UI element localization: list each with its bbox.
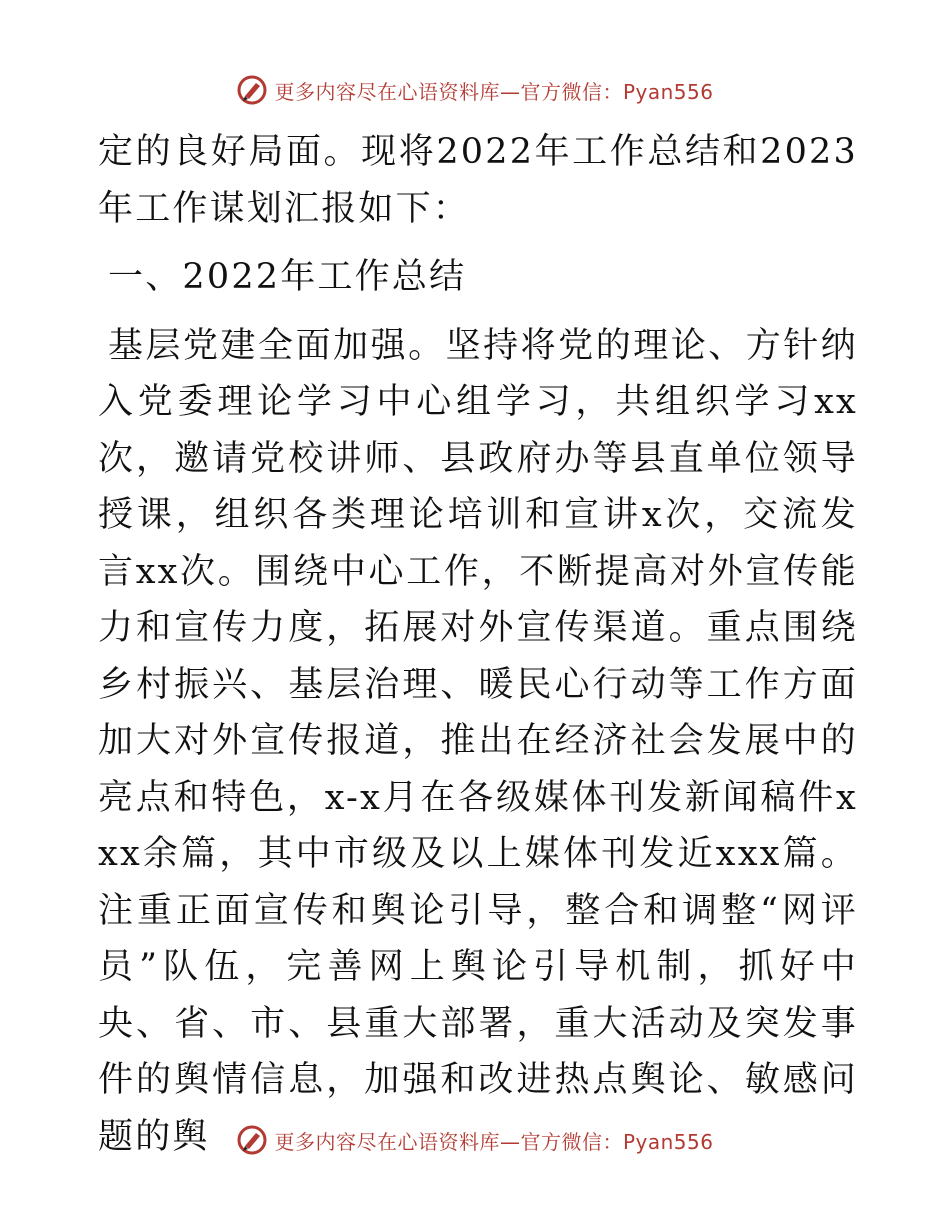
watermark-text: 更多内容尽在心语资料库—官方微信：Pyan556 [274,79,714,104]
intro-paragraph: 定的良好局面。现将2022年工作总结和2023年工作谋划汇报如下： [98,132,858,229]
document-body [98,124,858,1165]
pen-logo-icon [236,1124,268,1156]
body-paragraph: 基层党建全面加强。坚持将党的理论、方针纳入党委理论学习中心组学习，共组织学习xx次，邀请党校讲师、县政府办等县直单位领导授课，组织各类理论培训和宣讲x次，交流发言xx次。围绕中心工作，不断提高对外宣传能力和宣传力度，拓展对外宣传渠道。重点围绕乡村振兴、基层治理、暖民心行动等工作方面加大对外宣传报道，推出在经济社会发展中的亮点和特色，x-x月在各级媒体刊发新闻稿件xxx余篇，其中市级及以上媒体刊发近xxx篇。注重正面宣传和舆论引导，整合和调整“网评员”队伍，完善网上舆论引导机制，抓好中央、省、市、县重大部署，重大活动及突发事件的舆情信息，加强和改进热点舆论、敏感问题的舆 [98,325,858,1157]
watermark-text: 更多内容尽在心语资料库—官方微信：Pyan556 [274,1129,714,1154]
header-watermark [0,70,950,110]
footer-watermark [0,1120,950,1160]
pen-logo-icon [236,74,268,106]
section-heading: 一、2022年工作总结 [108,257,467,297]
